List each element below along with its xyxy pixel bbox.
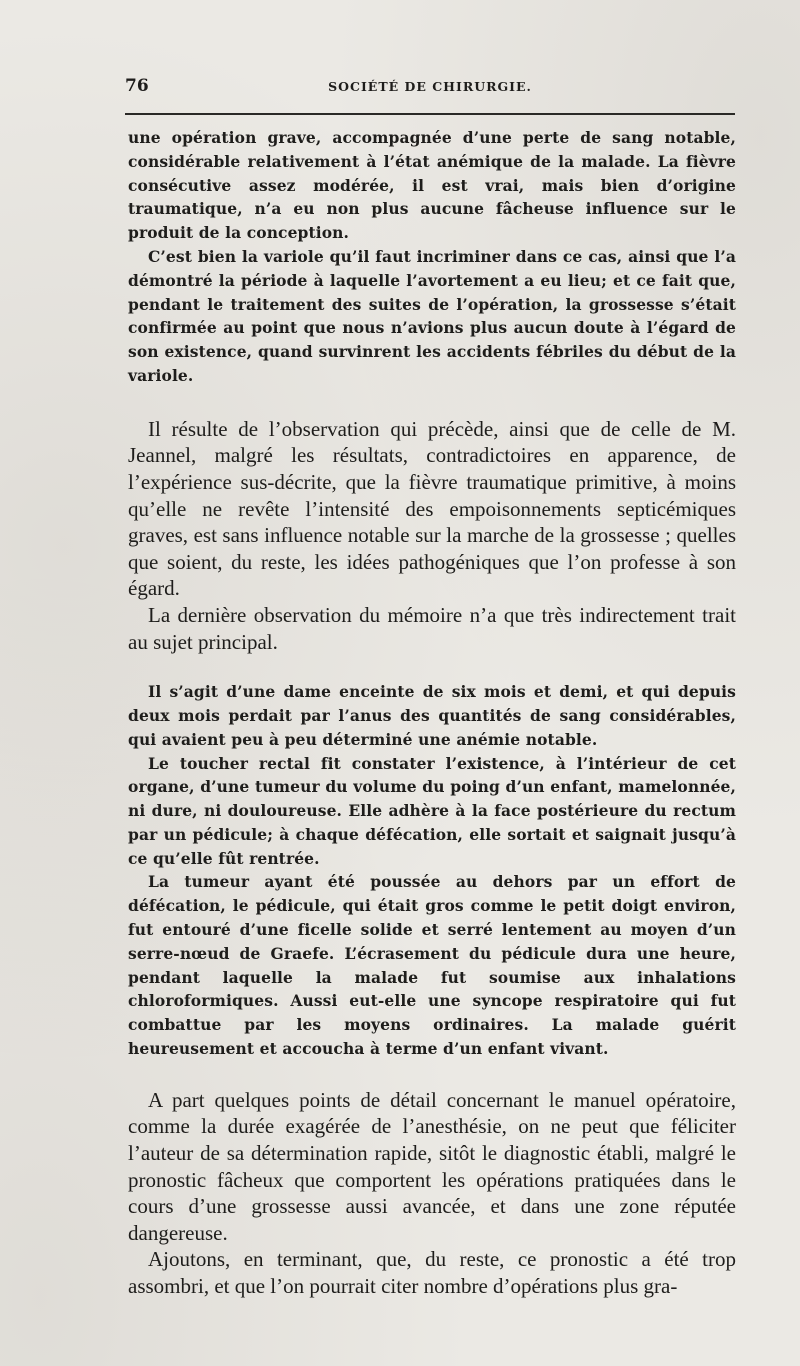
section-conclusion — [128, 1087, 736, 1300]
page-header — [125, 76, 735, 98]
paragraph: A part quelques points de détail concernant le manuel opératoire, comme la durée exagérée de l’anesthésie, on ne peut que féliciter l’auteur de sa détermination rapide, sitôt le diagnostic établi, malgré le pronostic fâcheux que comportent les opérations pratiquées dans le cours d’une grossesse aussi avancée, et dans une zone réputée dangereuse. — [128, 1087, 736, 1245]
paragraph: Il résulte de l’observation qui précède, ainsi que de celle de M. Jeannel, malgré les résultats, contradictoires en apparence, de l’expérience sus-décrite, que la fièvre traumatique primitive, à moins qu’elle ne revête l’intensité des empoisonnements septicémiques graves, est sans influence notable sur la marche de la grossesse ; quelles que soient, du reste, les idées pathogéniques que l’on professe à son égard. — [128, 416, 736, 601]
paragraph: Le toucher rectal fit constater l’existence, à l’intérieur de cet organe, d’une tumeur du volume du poing d’un enfant, mamelonnée, ni dure, ni douloureuse. Elle adhère à la face postérieure du rectum par un pédicule; à chaque défécation, elle sortait et saignait jusqu’à ce qu’elle fût rentrée. — [128, 753, 736, 868]
paragraph: La dernière observation du mémoire n’a que très indirectement trait au sujet principal. — [128, 602, 736, 654]
section-small-text — [128, 126, 736, 388]
paragraph: C’est bien la variole qu’il faut incriminer dans ce cas, ainsi que l’a démontré la période à laquelle l’avortement a eu lieu; et ce fait que, pendant le traitement des suites de l’opération, la grossesse s’était confirmée au point que nous n’avions plus aucun doute à l’égard de son existence, quand survinrent les accidents fébriles du début de la variole. — [128, 246, 736, 385]
section-observation — [128, 680, 736, 1061]
header-rule — [125, 113, 735, 115]
section-large-text — [128, 416, 736, 655]
paragraph: Ajoutons, en terminant, que, du reste, ce pronostic a été trop assombri, et que l’on pourrait citer nombre d’opérations plus gra- — [128, 1247, 736, 1299]
running-title: SOCIÉTÉ DE CHIRURGIE. — [328, 79, 532, 94]
paragraph: Il s’agit d’une dame enceinte de six mois et demi, et qui depuis deux mois perdait par l’anus des quantités de sang considérables, qui avaient peu à peu déterminé une anémie notable. — [128, 682, 736, 749]
paragraph: La tumeur ayant été poussée au dehors par un effort de défécation, le pédicule, qui était gros comme le petit doigt environ, fut entouré d’une ficelle solide et serré lentement au moyen d’un serre-nœud de Graefe. L’écrasement du pédicule dura une heure, pendant laquelle la malade fut soumise aux inhalations chloroformiques. Aussi eut-elle une syncope respiratoire qui fut combattue par les moyens ordinaires. La malade guérit heureusement et accoucha à terme d’un enfant vivant. — [128, 872, 736, 1059]
page-number: 76 — [125, 76, 149, 96]
paragraph: une opération grave, accompagnée d’une perte de sang notable, considérable relativement à l’état anémique de la malade. La fièvre consécutive assez modérée, il est vrai, mais bien d’origine traumatique, n’a eu non plus aucune fâcheuse influence sur le produit de la conception. — [128, 128, 736, 243]
body-text — [128, 126, 736, 1300]
